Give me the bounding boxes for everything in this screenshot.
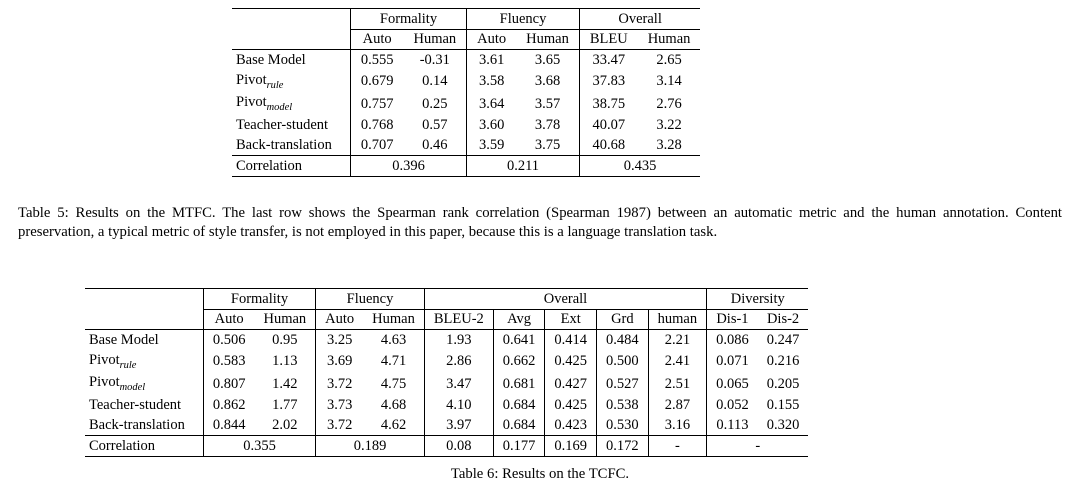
table-6-cell: 0.052 xyxy=(707,396,758,416)
table-6-group-header-row xyxy=(85,289,808,310)
table-row xyxy=(232,93,700,116)
table-6-row-label-sub: model xyxy=(119,382,146,394)
table-5-correlation-fluency: 0.211 xyxy=(467,156,580,177)
table-6-correlation-avg: 0.177 xyxy=(493,436,545,457)
table-6-cell: 0.684 xyxy=(493,415,545,435)
table-6-cell: 4.62 xyxy=(363,415,424,435)
table-5-cell: 3.59 xyxy=(467,135,517,155)
table-5-row-label-text: Teacher-student xyxy=(236,117,329,134)
table-6-cell: 0.205 xyxy=(766,376,800,393)
table-6-group-header-overall: Overall xyxy=(424,289,706,310)
table-6-cell: 0.320 xyxy=(758,415,809,435)
table-5-row-label xyxy=(232,50,350,70)
table-6-cell: 0.527 xyxy=(597,373,649,396)
table-5-group-header-row xyxy=(232,9,700,30)
table-6-sub-header-human: human xyxy=(648,309,706,330)
table-6-cell: 0.113 xyxy=(707,415,758,435)
table-5-row-label xyxy=(232,93,350,116)
table-6-row-label xyxy=(85,330,203,350)
table-row xyxy=(232,116,700,136)
table-5-cell: 33.47 xyxy=(579,50,637,70)
table-6-row-label-sub: rule xyxy=(119,359,137,371)
table-6-cell: 1.93 xyxy=(424,330,493,350)
table-6-cell: 0.641 xyxy=(493,330,545,350)
table-5-cell: 3.75 xyxy=(516,135,579,155)
table-6-cell: 0.681 xyxy=(493,373,545,396)
table-6-cell: 0.662 xyxy=(493,350,545,373)
table-5-cell: 0.14 xyxy=(422,73,448,90)
table-6-cell: 3.97 xyxy=(424,415,493,435)
table-6-sub-header-bleu2: BLEU-2 xyxy=(424,309,493,330)
table-6-group-header-formality: Formality xyxy=(203,289,315,310)
table-5-cell: 37.83 xyxy=(579,70,637,93)
table-6-cell: 4.68 xyxy=(380,397,407,414)
table-6-cell: 3.69 xyxy=(316,350,364,373)
table-6-group-header-fluency: Fluency xyxy=(316,289,425,310)
table-5-row-label-sub: model xyxy=(266,102,293,114)
table-6-correlation-grd: 0.172 xyxy=(597,436,649,457)
table-6-cell: 1.42 xyxy=(272,376,298,393)
table-5-row-label xyxy=(232,116,350,136)
table-6-cell: 4.10 xyxy=(424,396,493,416)
table-6-sub-header-fluency-auto: Auto xyxy=(316,309,364,330)
table-5-cell: 0.57 xyxy=(422,117,448,134)
table-6-cell: 0.538 xyxy=(597,396,649,416)
table-5-sub-header-overall-human: Human xyxy=(638,29,701,50)
table-5-row-label-text: Base Model xyxy=(236,51,306,68)
table-6-correlation-bleu2: 0.08 xyxy=(424,436,493,457)
table-6-cell: 3.73 xyxy=(316,396,364,416)
table-6-cell: 0.807 xyxy=(203,373,254,396)
table-6-group-header-diversity: Diversity xyxy=(707,289,809,310)
table-5-cell: 3.68 xyxy=(534,73,561,90)
table-6-cell: 0.862 xyxy=(203,396,254,416)
table-6-cell: 0.484 xyxy=(597,330,649,350)
table-5-correlation-label: Correlation xyxy=(232,156,350,177)
table-6-cell: 0.583 xyxy=(203,350,254,373)
table-5-cell: 3.60 xyxy=(467,116,517,136)
table-6-sub-header-formality-auto: Auto xyxy=(203,309,254,330)
table-6-sub-header-dis2: Dis-2 xyxy=(758,309,809,330)
table-5-cell: 3.22 xyxy=(656,117,682,134)
table-5-sub-header-formality-auto: Auto xyxy=(350,29,403,50)
table-6-cell: 0.216 xyxy=(766,353,800,370)
table-5-row-label-text: Pivot xyxy=(236,71,267,88)
table-6-cell: 0.506 xyxy=(203,330,254,350)
table-5-cell: 3.64 xyxy=(467,93,517,116)
table-6-cell: 0.684 xyxy=(493,396,545,416)
table-6-cell: 3.72 xyxy=(316,373,364,396)
table-6-cell: 2.87 xyxy=(648,396,706,416)
table-6-sub-header-grd: Grd xyxy=(597,309,649,330)
table-5-group-header-fluency: Fluency xyxy=(467,9,580,30)
table-6-cell: 0.500 xyxy=(597,350,649,373)
table-row xyxy=(85,330,808,350)
table-5-correlation-formality: 0.396 xyxy=(350,156,466,177)
table-6-correlation-diversity: - xyxy=(707,436,809,457)
table-6-group-header-blank xyxy=(85,289,203,310)
table-6-cell: 1.77 xyxy=(272,397,298,414)
table-5-cell: 3.65 xyxy=(534,51,561,68)
table-6-cell: 0.425 xyxy=(545,350,597,373)
table-6-correlation-human: - xyxy=(648,436,706,457)
table-5-body xyxy=(232,50,700,176)
table-6-sub-header-ext: Ext xyxy=(545,309,597,330)
table-6-row-label-text: Pivot xyxy=(89,374,120,391)
table-6-cell: 2.51 xyxy=(648,373,706,396)
table-row xyxy=(232,50,700,70)
table-6-cell: 3.25 xyxy=(316,330,364,350)
table-6 xyxy=(85,288,808,457)
table-6-row-label xyxy=(85,396,203,416)
table-5-caption: Table 5: Results on the MTFC. The last row shows the Spearman rank correlation (Spearman 1987) between an automatic metric and the human annotation. Content preservation, a typical metric of style transfer, is not employed in this paper, because this is a language translation task. xyxy=(18,205,1062,241)
table-6-cell: 0.425 xyxy=(545,396,597,416)
table-6-cell: 0.065 xyxy=(707,373,758,396)
table-6-cell: 2.21 xyxy=(648,330,706,350)
table-5-cell: 40.07 xyxy=(579,116,637,136)
table-5-correlation-row xyxy=(232,156,700,177)
table-5-row-label-text: Back-translation xyxy=(236,136,332,153)
table-6-container xyxy=(85,288,808,457)
table-6-cell: 2.02 xyxy=(254,415,315,435)
table-6-sub-header-formality-human: Human xyxy=(254,309,315,330)
table-5-row-label-text: Pivot xyxy=(236,94,267,111)
table-6-cell: 0.427 xyxy=(545,373,597,396)
table-5-cell: 3.61 xyxy=(467,50,517,70)
table-5-cell: 0.757 xyxy=(350,93,403,116)
table-row xyxy=(85,396,808,416)
table-5-group-header-blank xyxy=(232,9,350,30)
table-6-row-label-text: Back-translation xyxy=(89,416,185,433)
table-5-cell: 38.75 xyxy=(579,93,637,116)
table-6-row-label xyxy=(85,350,203,373)
table-5-cell: 2.65 xyxy=(656,51,682,68)
table-5-row-label xyxy=(232,70,350,93)
table-6-row-label-text: Teacher-student xyxy=(89,397,182,414)
table-5-cell: 2.76 xyxy=(656,96,682,113)
table-6-cell: 2.41 xyxy=(648,350,706,373)
table-6-correlation-ext: 0.169 xyxy=(545,436,597,457)
table-5-container xyxy=(232,8,700,177)
table-6-cell: 0.155 xyxy=(766,397,800,414)
table-6-row-label xyxy=(85,415,203,435)
table-6-sub-header-blank xyxy=(85,309,203,330)
table-6-cell: 0.844 xyxy=(203,415,254,435)
table-5-cell: 0.679 xyxy=(350,70,403,93)
table-5-group-header-formality: Formality xyxy=(350,9,466,30)
table-5-cell: -0.31 xyxy=(419,51,450,68)
table-6-cell: 0.247 xyxy=(766,331,800,348)
table-5-cell: 3.28 xyxy=(638,135,701,155)
table-6-cell: 0.086 xyxy=(707,330,758,350)
table-5-head xyxy=(232,9,700,50)
table-5-cell: 0.768 xyxy=(350,116,403,136)
table-5-cell: 0.707 xyxy=(350,135,403,155)
table-6-sub-header-avg: Avg xyxy=(493,309,545,330)
table-6-cell: 0.95 xyxy=(272,331,298,348)
table-6-correlation-fluency: 0.189 xyxy=(316,436,425,457)
table-5-correlation-overall: 0.435 xyxy=(579,156,700,177)
table-5-sub-header-formality-human: Human xyxy=(403,29,466,50)
table-6-head xyxy=(85,289,808,330)
table-6-cell: 3.47 xyxy=(424,373,493,396)
table-6-sub-header-row xyxy=(85,309,808,330)
table-6-cell: 0.414 xyxy=(545,330,597,350)
table-5-cell: 3.57 xyxy=(534,96,561,113)
table-5-row-label xyxy=(232,135,350,155)
table-5-cell: 0.25 xyxy=(422,96,448,113)
table-5-cell: 40.68 xyxy=(579,135,637,155)
table-5-cell: 3.14 xyxy=(656,73,682,90)
table-row xyxy=(232,70,700,93)
table-5-cell: 0.46 xyxy=(403,135,466,155)
table-5-sub-header-overall-bleu: BLEU xyxy=(579,29,637,50)
table-5-sub-header-fluency-human: Human xyxy=(516,29,579,50)
table-6-correlation-row xyxy=(85,436,808,457)
table-6-body xyxy=(85,330,808,456)
table-row xyxy=(232,135,700,155)
table-row xyxy=(85,350,808,373)
table-5-cell: 0.555 xyxy=(350,50,403,70)
table-6-cell: 0.071 xyxy=(707,350,758,373)
table-6-cell: 3.72 xyxy=(316,415,364,435)
table-5 xyxy=(232,8,700,177)
table-5-sub-header-row xyxy=(232,29,700,50)
table-6-caption: Table 6: Results on the TCFC. xyxy=(450,466,630,482)
table-5-cell: 3.78 xyxy=(534,117,561,134)
table-6-correlation-label: Correlation xyxy=(85,436,203,457)
table-6-correlation-formality: 0.355 xyxy=(203,436,315,457)
table-row xyxy=(85,373,808,396)
table-6-cell: 0.423 xyxy=(545,415,597,435)
table-row xyxy=(85,415,808,435)
table-6-row-label xyxy=(85,373,203,396)
table-6-cell: 2.86 xyxy=(424,350,493,373)
table-6-cell: 3.16 xyxy=(648,415,706,435)
table-5-cell: 3.58 xyxy=(467,70,517,93)
table-6-row-label-text: Pivot xyxy=(89,351,120,368)
table-5-sub-header-fluency-auto: Auto xyxy=(467,29,517,50)
table-6-row-label-text: Base Model xyxy=(89,331,159,348)
table-6-sub-header-dis1: Dis-1 xyxy=(707,309,758,330)
table-6-cell: 1.13 xyxy=(272,353,298,370)
table-6-cell: 4.63 xyxy=(380,331,407,348)
table-5-group-header-overall: Overall xyxy=(579,9,700,30)
table-6-cell: 4.71 xyxy=(380,353,407,370)
table-5-sub-header-blank xyxy=(232,29,350,50)
table-6-sub-header-fluency-human: Human xyxy=(363,309,424,330)
table-6-cell: 4.75 xyxy=(380,376,407,393)
table-5-row-label-sub: rule xyxy=(266,79,284,91)
table-6-cell: 0.530 xyxy=(597,415,649,435)
